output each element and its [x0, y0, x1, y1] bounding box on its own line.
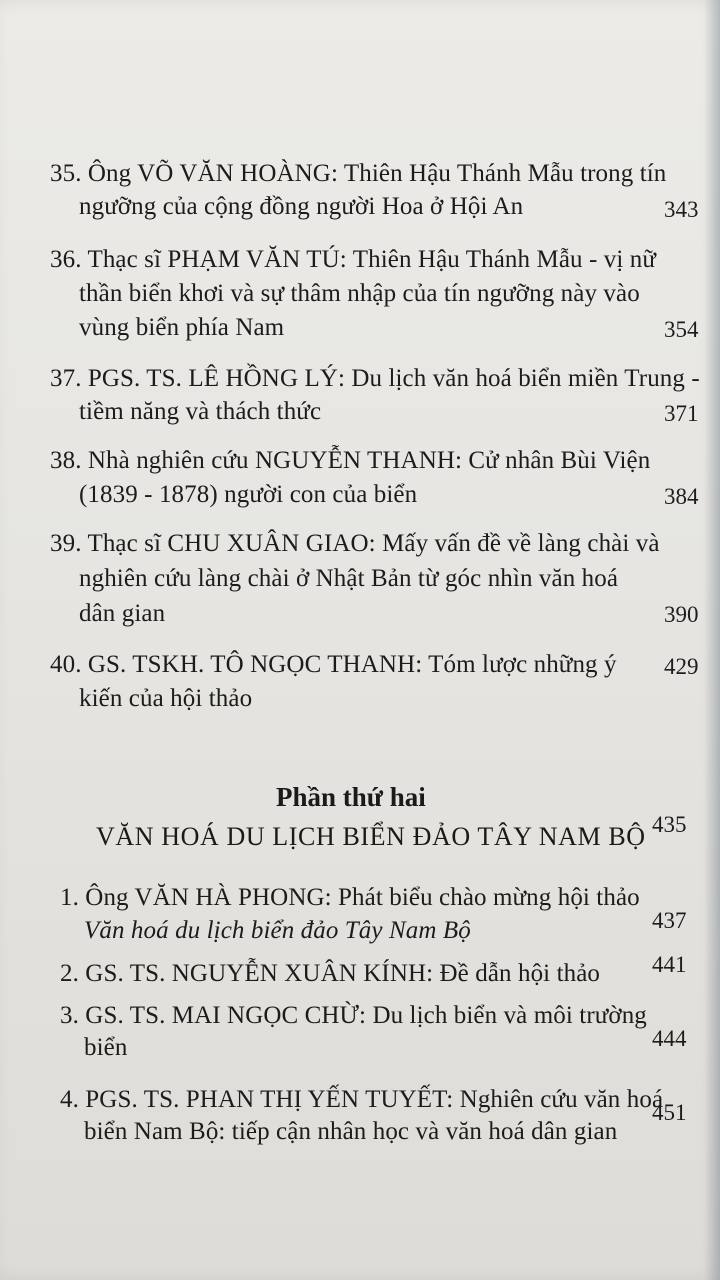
toc-part2-entry-3-line-2: biển — [84, 1034, 128, 1061]
toc-entry-39-page: 390 — [664, 602, 699, 627]
section-heading: Phần thứ hai — [276, 782, 426, 812]
toc-entry-40-line-2: kiến của hội thảo — [79, 685, 253, 712]
page-edge-shadow — [704, 0, 720, 1280]
toc-entry-36-line-2: thần biển khơi và sự thâm nhập của tín ngưỡng này vào — [79, 280, 640, 307]
toc-part2-entry-1-line-2: Văn hoá du lịch biển đảo Tây Nam Bộ — [84, 917, 471, 944]
toc-part2-entry-1-line-1: 1. Ông VĂN HÀ PHONG: Phát biểu chào mừng hội thảo — [60, 884, 640, 911]
toc-entry-39-line-2: nghiên cứu làng chài ở Nhật Bản từ góc nhìn văn hoá — [79, 565, 619, 592]
toc-entry-37-line-1: 37. PGS. TS. LÊ HỒNG LÝ: Du lịch văn hoá biển miền Trung - — [50, 365, 700, 392]
toc-entry-40-line-1: 40. GS. TSKH. TÔ NGỌC THANH: Tóm lược những ý — [50, 651, 617, 678]
toc-entry-38-line-1: 38. Nhà nghiên cứu NGUYỄN THANH: Cử nhân Bùi Viện — [50, 447, 651, 474]
toc-part2-entry-4-line-2: biển Nam Bộ: tiếp cận nhân học và văn hoá dân gian — [84, 1118, 618, 1145]
toc-part2-entry-3-line-1: 3. GS. TS. MAI NGỌC CHỪ: Du lịch biển và môi trường — [60, 1002, 647, 1029]
toc-entry-35-page: 343 — [664, 197, 699, 222]
toc-entry-40-page: 429 — [664, 654, 699, 679]
toc-entry-36-line-1: 36. Thạc sĩ PHẠM VĂN TÚ: Thiên Hậu Thánh Mẫu - vị nữ — [50, 246, 656, 273]
toc-entry-37-line-2: tiềm năng và thách thức — [79, 398, 322, 425]
section-title-page: 435 — [652, 812, 687, 837]
toc-entry-38-line-2: (1839 - 1878) người con của biển — [79, 481, 418, 508]
section-title: VĂN HOÁ DU LỊCH BIỂN ĐẢO TÂY NAM BỘ — [96, 822, 646, 851]
toc-part2-entry-3-page: 444 — [652, 1026, 687, 1051]
toc-entry-35-line-1: 35. Ông VÕ VĂN HOÀNG: Thiên Hậu Thánh Mẫu trong tín — [50, 160, 667, 187]
toc-entry-37-page: 371 — [664, 401, 699, 426]
toc-part2-entry-4-line-1: 4. PGS. TS. PHAN THỊ YẾN TUYẾT: Nghiên cứu văn hoá — [60, 1086, 664, 1113]
toc-part2-entry-2-line-1: 2. GS. TS. NGUYỄN XUÂN KÍNH: Đề dẫn hội thảo — [60, 960, 601, 987]
toc-entry-35-line-2: ngưỡng của cộng đồng người Hoa ở Hội An — [79, 193, 524, 220]
toc-entry-39-line-3: dân gian — [79, 600, 166, 627]
toc-part2-entry-1-page: 437 — [652, 908, 687, 933]
toc-part2-entry-2-page: 441 — [652, 952, 687, 977]
toc-entry-38-page: 384 — [664, 484, 699, 509]
toc-entry-36-line-3: vùng biển phía Nam — [79, 314, 285, 341]
toc-entry-36-page: 354 — [664, 317, 699, 342]
toc-part2-entry-4-page: 451 — [652, 1100, 687, 1125]
toc-entry-39-line-1: 39. Thạc sĩ CHU XUÂN GIAO: Mấy vấn đề về làng chài và — [50, 530, 660, 557]
